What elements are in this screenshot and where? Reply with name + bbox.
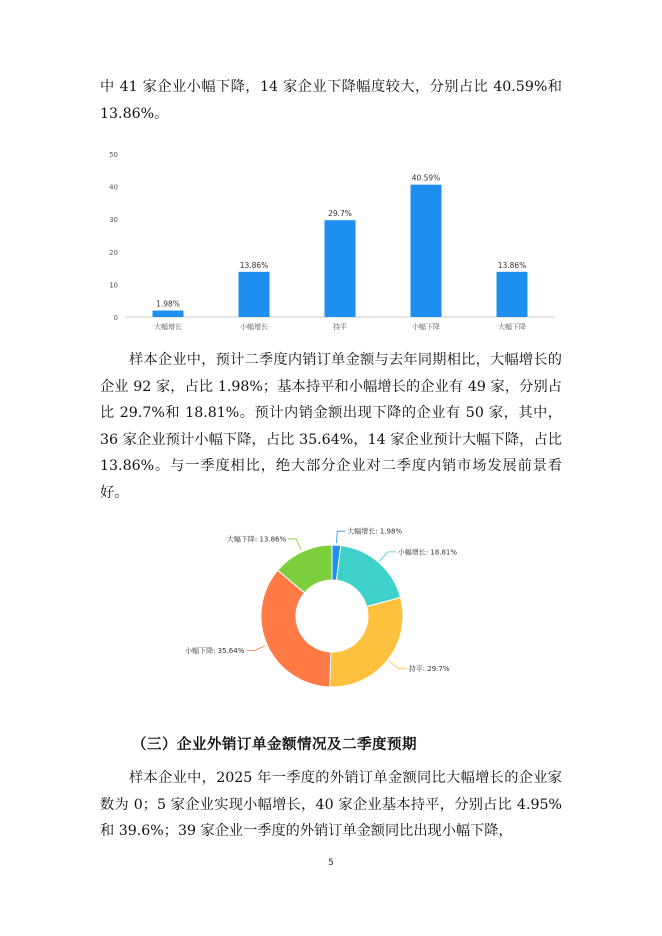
slice-label: 小幅增长: 18.81% — [397, 548, 458, 557]
leader-line — [380, 552, 396, 561]
bar-data-label: 13.86% — [497, 260, 527, 270]
leader-line — [337, 531, 346, 543]
bar-data-label: 40.59% — [411, 173, 441, 183]
slice-label: 小幅下降: 35.64% — [185, 647, 245, 656]
y-tick-label: 30 — [109, 216, 118, 225]
page-number: 5 — [328, 858, 334, 868]
y-tick-label: 40 — [109, 183, 118, 192]
paragraph-3: 样本企业中，2025 年一季度的外销订单金额同比大幅增长的企业家数为 0；5 家企业实现小幅增长，40 家企业基本持平，分别占比 4.95%和 39.6%；39 家企业一季度的外销订单金额同比出现小幅下降， — [100, 770, 562, 839]
y-tick-label: 10 — [109, 281, 118, 290]
donut-slice — [330, 597, 403, 687]
leader-line — [389, 661, 406, 668]
bar — [153, 311, 184, 317]
x-tick-label: 大幅下降 — [498, 323, 526, 331]
donut-slice — [261, 570, 331, 687]
bar-data-label: 29.7% — [328, 209, 352, 219]
leader-line — [288, 539, 301, 550]
x-tick-label: 小幅下降 — [412, 323, 440, 331]
y-tick-label: 20 — [109, 248, 118, 257]
x-tick-label: 持平 — [333, 323, 347, 331]
bar-chart — [95, 145, 565, 340]
section-heading: （三）企业外销订单金额情况及二季度预期 — [132, 736, 417, 753]
paragraph-2: 样本企业中，预计二季度内销订单金额与去年同期相比，大幅增长的企业 92 家，占比 1.98%；基本持平和小幅增长的企业有 49 家，分别占比 29.7%和 18.81%。预计内销金额出现下降的企业有 50 家，其中，36 家企业预计小幅下降，占比 35.64%，14 家企业预计大幅下降，占比 13.86%。与一季度相比，绝大部分企业对二季度内销市场发展前景看好。 — [100, 352, 562, 501]
bar-data-label: 13.86% — [239, 260, 269, 270]
donut-chart — [160, 512, 505, 702]
x-tick-label: 小幅增长 — [240, 323, 268, 331]
bar — [497, 272, 528, 317]
donut-slice — [336, 546, 400, 607]
y-tick-label: 0 — [113, 314, 118, 322]
bar — [411, 185, 442, 317]
paragraph-1: 中 41 家企业小幅下降，14 家企业下降幅度较大，分别占比 40.59%和 13.86%。 — [100, 79, 562, 122]
bar-data-label: 1.98% — [156, 299, 180, 309]
slice-label: 大幅下降: 13.86% — [226, 535, 287, 544]
y-tick-label: 50 — [109, 151, 118, 159]
leader-line — [246, 646, 265, 651]
x-tick-label: 大幅增长 — [154, 323, 182, 331]
slice-label: 持平: 29.7% — [408, 665, 450, 674]
bar — [239, 272, 270, 317]
slice-label: 大幅增长: 1.98% — [347, 527, 403, 536]
bar — [325, 220, 356, 317]
